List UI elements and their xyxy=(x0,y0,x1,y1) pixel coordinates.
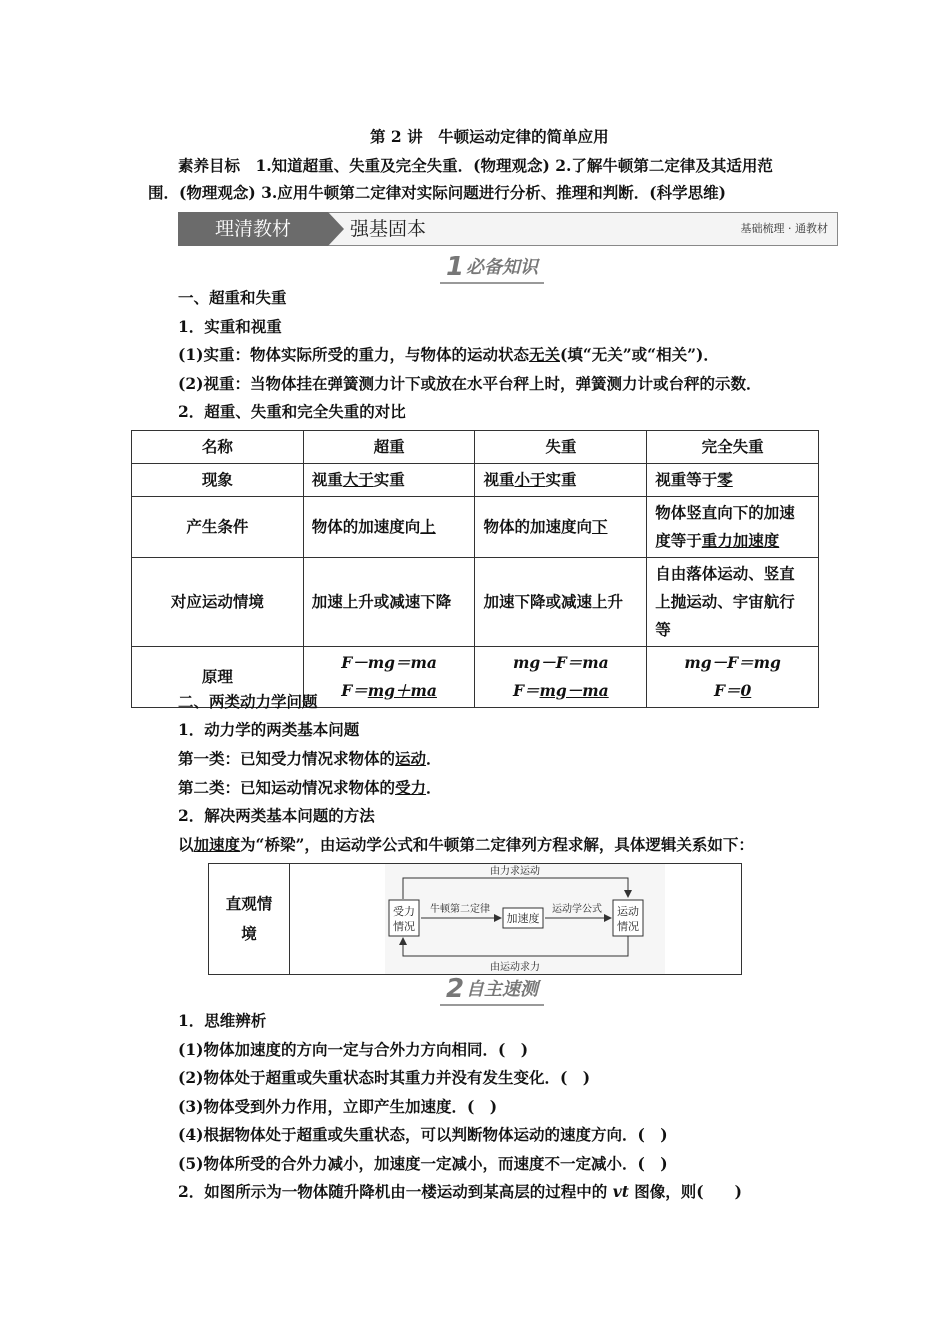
section-banner xyxy=(178,212,838,246)
banner-right-label: 强基固本 xyxy=(350,218,427,240)
svg-text:情况: 情况 xyxy=(393,920,415,933)
part1-p2: (2)视重：当物体挂在弹簧测力计下或放在水平台秤上时，弹簧测力计或台秤的示数． xyxy=(178,374,762,393)
comparison-table xyxy=(131,430,819,708)
question-5: (5)物体所受的合外力减小，加速度一定减小，而速度不一定减小．( ) xyxy=(178,1154,668,1173)
table-header: 超重 xyxy=(303,431,475,464)
part2-heading: 二、两类动力学问题 xyxy=(178,692,318,711)
table-header: 失重 xyxy=(475,431,647,464)
part2-sub2: 2．解决两类基本问题的方法 xyxy=(178,806,375,825)
question-1: (1)物体加速度的方向一定与合外力方向相同．( ) xyxy=(178,1040,529,1059)
part1-p1: (1)实重：物体实际所受的重力，与物体的运动状态无关(填“无关”或“相关”)． xyxy=(178,345,719,364)
table-header-row xyxy=(132,431,819,464)
part2-sub1: 1．动力学的两类基本问题 xyxy=(178,720,360,739)
table-row: 现象 视重大于实重 视重小于实重 视重等于零 xyxy=(132,464,819,497)
part1-heading: 一、超重和失重 xyxy=(178,288,287,307)
table-row: 对应运动情境 加速上升或减速下降 加速下降或减速上升 自由落体运动、竖直 上抛运动、宇宙航行 等 xyxy=(132,558,819,647)
bottom-loop-label: 由运动求力 xyxy=(490,962,540,973)
svg-text:运动: 运动 xyxy=(617,905,639,918)
banner-tag: 基础梳理 · 通教材 xyxy=(740,222,828,235)
table-row: 原理 F－mg＝ma F＝mg＋ma mg－F＝ma F＝mg－ma mg－F＝mg F＝0 xyxy=(132,647,819,708)
arrow-label-newton: 牛顿第二定律 xyxy=(430,904,490,915)
part1-sub2: 2．超重、失重和完全失重的对比 xyxy=(178,402,406,421)
table-header: 名称 xyxy=(132,431,304,464)
part2-p1: 第一类：已知受力情况求物体的运动． xyxy=(178,749,442,768)
part3-sub1: 1．思维辨析 xyxy=(178,1011,267,1030)
table-row: 产生条件 物体的加速度向上 物体的加速度向下 物体竖直向下的加速 度等于重力加速度 xyxy=(132,497,819,558)
goals-line-1: 素养目标 1.知道超重、失重及完全失重．(物理观念) 2.了解牛顿第二定律及其适用范 xyxy=(178,156,773,175)
part2-p3: 以加速度为“桥梁”，由运动学公式和牛顿第二定律列方程求解，具体逻辑关系如下： xyxy=(178,835,754,854)
logic-diagram xyxy=(208,863,742,975)
table-header: 完全失重 xyxy=(647,431,819,464)
svg-text:加速度: 加速度 xyxy=(506,912,540,925)
part2-p2: 第二类：已知运动情况求物体的受力． xyxy=(178,778,442,797)
goals-line-2: 围．(物理观念) 3.应用牛顿第二定律对实际问题进行分析、推理和判断．(科学思维) xyxy=(148,183,726,202)
lesson-title: 第 2 讲 牛顿运动定律的简单应用 xyxy=(370,127,609,146)
question-3: (3)物体受到外力作用，立即产生加速度．( ) xyxy=(178,1097,498,1116)
logic-label: 直观情 境 xyxy=(209,864,290,974)
question-2: (2)物体处于超重或失重状态时其重力并没有发生变化．( ) xyxy=(178,1068,591,1087)
section-mark-2: 2 自主速测 xyxy=(440,974,544,1004)
question-6: 2．如图所示为一物体随升降机由一楼运动到某高层的过程中的 vt 图像，则( ) xyxy=(178,1182,742,1201)
section-mark-1: 1 必备知识 xyxy=(440,252,544,282)
top-loop-label: 由力求运动 xyxy=(490,866,540,877)
svg-text:情况: 情况 xyxy=(617,920,639,933)
banner-left-label: 理清教材 xyxy=(178,212,328,246)
question-4: (4)根据物体处于超重或失重状态，可以判断物体运动的速度方向．( ) xyxy=(178,1125,668,1144)
flow-diagram xyxy=(385,864,665,974)
arrow-label-kinematics: 运动学公式 xyxy=(552,904,602,915)
part1-sub1: 1．实重和视重 xyxy=(178,317,282,336)
svg-text:受力: 受力 xyxy=(393,905,415,918)
